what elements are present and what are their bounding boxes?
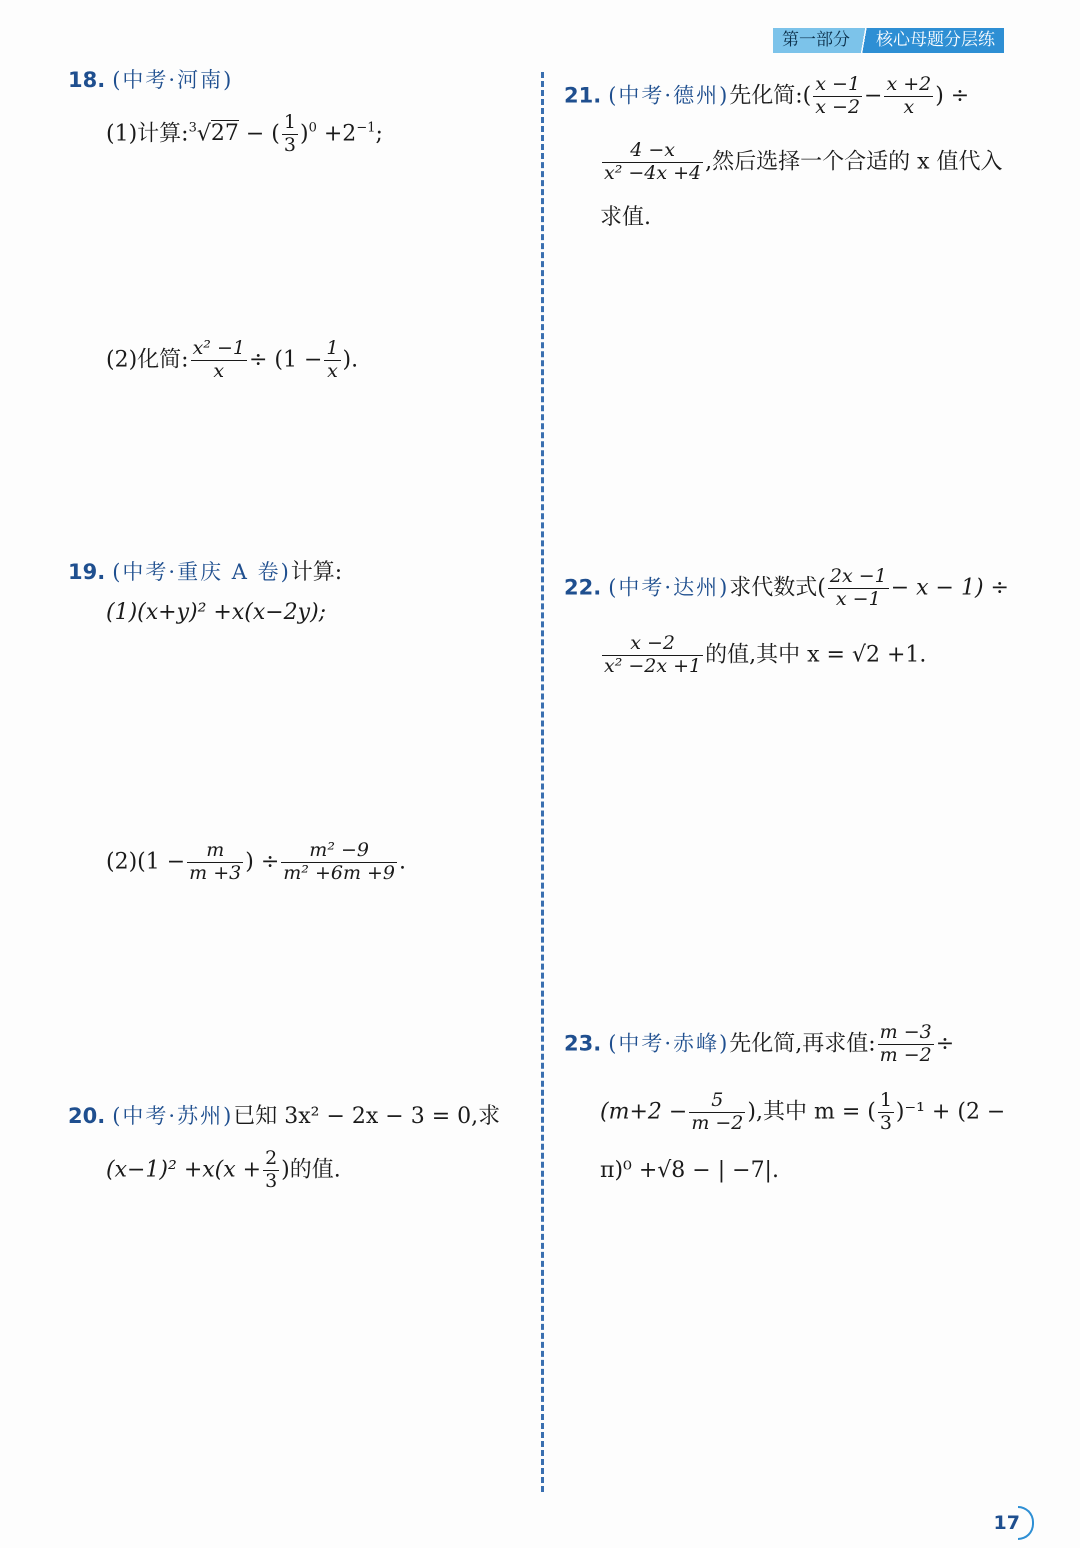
q19-p2-den1: m +3: [189, 861, 242, 884]
q22-line2-text: 的值,其中 x = √2 +1.: [705, 642, 927, 668]
q19-p2-mid: ) ÷: [245, 849, 280, 875]
q21-source: (中考·德州): [608, 83, 730, 108]
q19-p2-label: (2)(1 −: [106, 849, 186, 875]
page-number: 17: [994, 1512, 1034, 1534]
q21-num3: 4 −x: [602, 140, 703, 163]
q18-p1-label: (1)计算:: [106, 121, 189, 147]
q22-number: 22.: [564, 575, 602, 600]
column-divider: [541, 72, 544, 1492]
q18-p1-fraction: [282, 112, 298, 157]
header-section: 核心母题分层练: [867, 28, 1004, 53]
q18-p2-num1: x² −1: [192, 337, 245, 359]
q22-num1: 2x −1: [829, 565, 887, 587]
q18-source: (中考·河南): [112, 68, 234, 92]
q23-fraction1: [878, 1022, 934, 1067]
q23-num3: 1: [879, 1089, 892, 1111]
q23-line2a: (m+2 −: [600, 1099, 688, 1125]
q18-p2-fraction1: [191, 338, 247, 383]
q18-p2-end: ).: [342, 347, 359, 373]
q22-title: [564, 566, 1009, 611]
q23-line2: [600, 1090, 1005, 1135]
q21-line2-text: ,然后选择一个合适的 x 值代入: [705, 149, 1003, 175]
q23-line3: π)⁰ +√8 − | −7|.: [600, 1158, 779, 1183]
q22-den2: x² −2x +1: [604, 654, 702, 677]
q21-den1: x −2: [815, 95, 861, 118]
q18-p2-label: (2)化简:: [106, 347, 189, 373]
q21-close: ) ÷: [935, 83, 970, 109]
q23-den1: m −2: [879, 1043, 932, 1066]
q23-instruction: 先化简,再求值:: [729, 1031, 876, 1057]
q18-p2-den2: x: [327, 359, 338, 382]
q21-line2: [600, 140, 1003, 185]
q23-line2c: )⁻¹ + (2 −: [895, 1099, 1006, 1125]
q23-num1: m −3: [879, 1021, 932, 1043]
q18-p2-den1: x: [213, 359, 225, 382]
q18-p1-den: 3: [283, 133, 296, 156]
header-part: 第一部分: [773, 28, 859, 53]
q19-p2-fraction2: [281, 840, 397, 885]
q23-fraction2: [689, 1090, 745, 1135]
q18-p2-num2: 1: [326, 337, 339, 359]
q23-title: [564, 1022, 954, 1067]
q21-instruction: 先化简:(: [729, 83, 812, 109]
q20-num: 2: [265, 1147, 278, 1169]
q21-fraction3: [602, 140, 703, 185]
q22-num2: x −2: [602, 633, 703, 656]
q18-p1-cuberoot-index: 3: [188, 120, 197, 136]
q19-title: [68, 562, 342, 584]
q20-line2: [106, 1148, 341, 1193]
q20-fraction: [263, 1148, 279, 1193]
section-header-tag: [773, 28, 1004, 53]
q21-fraction1: [813, 74, 862, 119]
q21-line3: 求值.: [600, 205, 651, 230]
q22-mid: − x − 1) ÷: [890, 575, 1009, 601]
q18-p1-radicand: 27: [210, 121, 239, 147]
q18-p1-expneg: −1: [356, 120, 376, 136]
q19-p2-end: .: [399, 849, 407, 875]
q21-number: 21.: [564, 83, 602, 108]
q20-title: [68, 1106, 500, 1128]
q19-instruction: 计算:: [290, 560, 343, 585]
q21-num1: x −1: [815, 73, 861, 95]
q18-p1-num: 1: [283, 111, 296, 133]
q18-part1: (1)计算:$^3$√27 − ( $\frac{1}{3}$ )$^0 +2^{-1}$;: [106, 111, 383, 156]
q23-number: 23.: [564, 1031, 602, 1056]
q21-fraction2: [884, 74, 933, 119]
q19-source: (中考·重庆 A 卷): [112, 560, 291, 584]
q21-den3: x² −4x +4: [604, 161, 702, 184]
q18-title: [68, 70, 233, 92]
q22-instruction: 求代数式(: [729, 575, 826, 601]
q21-num2: x +2: [886, 73, 932, 95]
q22-den1: x −1: [835, 587, 881, 610]
q18-p1-close: ): [300, 121, 309, 147]
q19-p2-num2: m² −9: [281, 840, 397, 863]
q23-fraction3: [878, 1090, 894, 1135]
q19-p2-den2: m² +6m +9: [283, 861, 396, 884]
q19-part2: [106, 840, 406, 885]
q18-part2: [106, 338, 358, 383]
q23-den3: 3: [879, 1111, 892, 1134]
header-separator: [859, 28, 867, 53]
q21-minus: −: [864, 83, 883, 109]
q20-line2b: )的值.: [281, 1157, 341, 1183]
q21-den2: x: [903, 95, 915, 118]
q20-den: 3: [265, 1169, 278, 1192]
q18-p2-fraction2: [324, 338, 340, 383]
q23-den2: m −2: [691, 1111, 744, 1134]
q20-line2a: (x−1)² +x(x +: [106, 1157, 262, 1183]
q18-p1-exp0: 0: [308, 120, 317, 136]
q19-p2-fraction1: [187, 840, 243, 885]
q21-title: [564, 74, 969, 119]
q23-div: ÷: [935, 1031, 955, 1057]
q22-fraction2: [602, 633, 703, 678]
q18-p2-mid: ÷ (1 −: [248, 347, 323, 373]
q20-line1: 已知 3x² − 2x − 3 = 0,求: [233, 1104, 501, 1129]
q22-fraction1: [828, 566, 889, 611]
q20-source: (中考·苏州): [112, 1104, 234, 1128]
q19-p2-num1: m: [187, 840, 243, 863]
q18-p1-end: ;: [375, 121, 383, 147]
q19-number: 19.: [68, 560, 106, 584]
q23-line2b: ),其中 m = (: [747, 1099, 876, 1125]
q22-source: (中考·达州): [608, 575, 730, 600]
q19-part1: (1)(x+y)² +x(x−2y);: [106, 600, 327, 625]
q18-p1-minus: − (: [238, 121, 280, 147]
q20-number: 20.: [68, 1104, 106, 1128]
q23-source: (中考·赤峰): [608, 1031, 730, 1056]
q23-num2: 5: [689, 1090, 745, 1113]
q22-line2: [600, 633, 926, 678]
q18-number: 18.: [68, 68, 106, 92]
q18-p1-plus: +2: [316, 121, 357, 147]
